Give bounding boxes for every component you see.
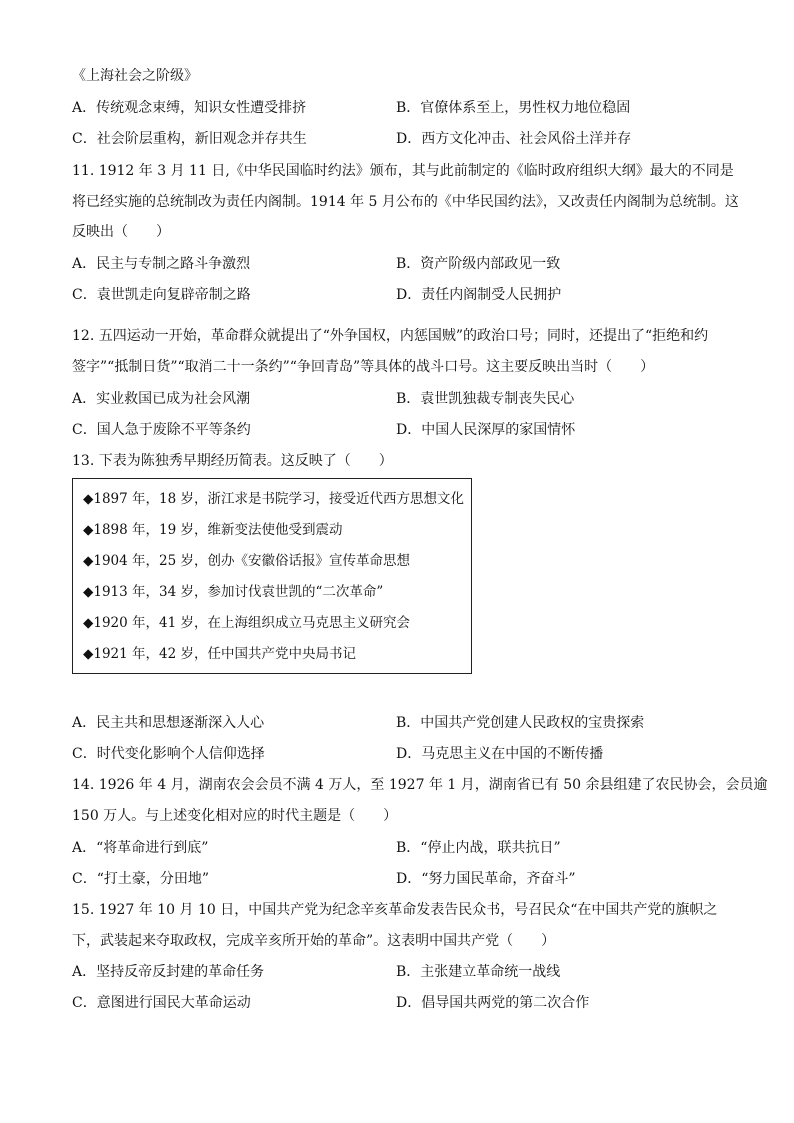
timeline-row: ◆1898 年，19 岁，维新变法使他受到震动 <box>83 522 343 538</box>
q13-option-d[interactable]: D．马克思主义在中国的不断传播 <box>396 746 604 762</box>
q14-stem-line-2: 150 万人。与上述变化相对应的时代主题是（ ） <box>72 808 398 824</box>
q10-option-b[interactable]: B．官僚体系至上，男性权力地位稳固 <box>396 100 631 116</box>
q14-option-d[interactable]: D．“努力国民革命，齐奋斗” <box>396 871 576 887</box>
q13-option-b[interactable]: B．中国共产党创建人民政权的宝贵探索 <box>396 715 645 731</box>
q11-option-d[interactable]: D．责任内阁制受人民拥护 <box>396 287 562 303</box>
q15-option-b[interactable]: B．主张建立革命统一战线 <box>396 964 561 980</box>
chen-duxiu-timeline-table <box>72 478 472 674</box>
q12-option-b[interactable]: B．袁世凯独裁专制丧失民心 <box>396 391 575 407</box>
q12-option-c[interactable]: C．国人急于废除不平等条约 <box>72 422 251 438</box>
q11-option-b[interactable]: B．资产阶级内部政见一致 <box>396 256 561 272</box>
timeline-row: ◆1913 年，34 岁，参加讨伐袁世凯的“二次革命” <box>83 584 384 600</box>
intro-line: 《上海社会之阶级》 <box>72 68 198 84</box>
q10-option-d[interactable]: D．西方文化冲击、社会风俗土洋并存 <box>396 131 632 147</box>
q13-stem: 13. 下表为陈独秀早期经历简表。这反映了（ ） <box>72 453 393 469</box>
timeline-row: ◆1921 年，42 岁，任中国共产党中央局书记 <box>83 646 356 662</box>
q13-option-a[interactable]: A．民主共和思想逐渐深入人心 <box>72 715 265 731</box>
q14-option-a[interactable]: A．“将革命进行到底” <box>72 840 209 856</box>
q14-option-b[interactable]: B．“停止内战，联共抗日” <box>396 840 561 856</box>
q15-option-a[interactable]: A．坚持反帝反封建的革命任务 <box>72 964 265 980</box>
q11-option-a[interactable]: A．民主与专制之路斗争激烈 <box>72 256 251 272</box>
q12-option-a[interactable]: A．实业救国已成为社会风潮 <box>72 391 251 407</box>
q15-option-d[interactable]: D．倡导国共两党的第二次合作 <box>396 995 590 1011</box>
q11-stem-line-3: 反映出（ ） <box>72 224 170 240</box>
q13-option-c[interactable]: C．时代变化影响个人信仰选择 <box>72 746 265 762</box>
timeline-row: ◆1904 年，25 岁，创办《安徽俗话报》宣传革命思想 <box>83 553 410 569</box>
q10-option-c[interactable]: C．社会阶层重构，新旧观念并存共生 <box>72 131 307 147</box>
q11-option-c[interactable]: C．袁世凯走向复辟帝制之路 <box>72 287 251 303</box>
q10-option-a[interactable]: A．传统观念束缚，知识女性遭受排挤 <box>72 100 307 116</box>
q15-stem-line-2: 下，武装起来夺取政权，完成辛亥所开始的革命”。这表明中国共产党（ ） <box>72 933 556 949</box>
q11-stem-line-2: 将已经实施的总统制改为责任内阁制。1914 年 5 月公布的《中华民国约法》，又改责任内阁制为总统制。这 <box>72 194 739 210</box>
timeline-row: ◆1897 年，18 岁，浙江求是书院学习，接受近代西方思想文化 <box>83 491 464 507</box>
q11-stem-line-1: 11. 1912 年 3 月 11 日,《中华民国临时约法》颁布，其与此前制定的《临时政府组织大纲》最大的不同是 <box>72 163 734 179</box>
q14-stem-line-1: 14. 1926 年 4 月，湖南农会会员不满 4 万人，至 1927 年 1 月，湖南省已有 50 余县组建了农民协会，会员逾 <box>72 777 768 793</box>
q12-stem-line-2: 签字”“抵制日货”“取消二十一条约”“争回青岛”等具体的战斗口号。这主要反映出当时（ ） <box>72 359 655 375</box>
q15-stem-line-1: 15. 1927 年 10 月 10 日，中国共产党为纪念辛亥革命发表告民众书，号召民众“在中国共产党的旗帜之 <box>72 902 718 918</box>
q14-option-c[interactable]: C．“打土豪，分田地” <box>72 871 210 887</box>
q12-option-d[interactable]: D．中国人民深厚的家国情怀 <box>396 422 576 438</box>
timeline-row: ◆1920 年，41 岁，在上海组织成立马克思主义研究会 <box>83 615 410 631</box>
q12-stem-line-1: 12. 五四运动一开始，革命群众就提出了“外争国权，内惩国贼”的政治口号；同时，还提出了“拒绝和约 <box>72 328 709 344</box>
q15-option-c[interactable]: C．意图进行国民大革命运动 <box>72 995 251 1011</box>
